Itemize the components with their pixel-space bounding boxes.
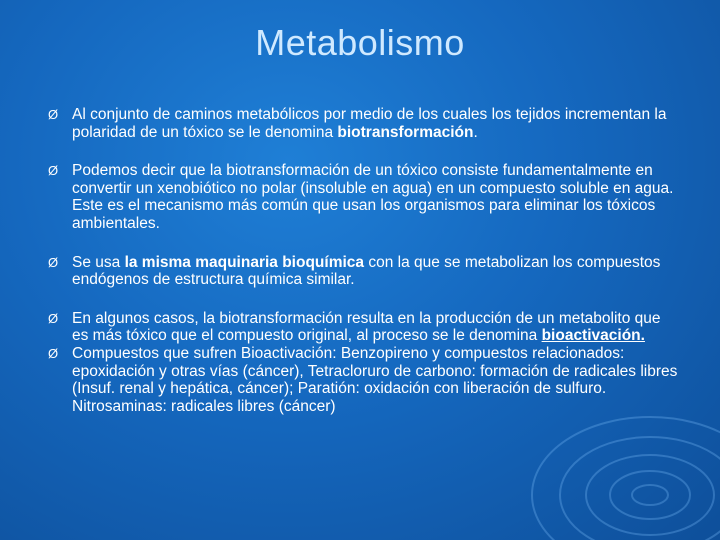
bullet-item: Ø Podemos decir que la biotransformación de un tóxico consiste fundamentalmente en convertir un xenobiótico no polar (insoluble en agua) en un compuesto soluble en agua. Este es el mecanismo más común que usan los organismos para eliminar los tóxicos ambientales. [48, 162, 674, 232]
slide-title: Metabolismo [255, 22, 465, 63]
bold-term: biotransformación [337, 123, 474, 141]
bullet-item: Ø Compuestos que sufren Bioactivación: Benzopireno y compuestos relacionados: epoxidación y otras vías (cáncer), Tetracloruro de carbono: formación de radicales libres (Insuf. renal y hepática, cáncer); Paratión: oxidación con liberación de sulfuro. Nitrosaminas: radicales libres (cáncer) [48, 344, 678, 415]
bullet-item: Ø Al conjunto de caminos metabólicos por medio de los cuales los tejidos incrementan la polaridad de un tóxico se le denomina biotransformación. [48, 106, 667, 141]
bold-term: la misma maquinaria bioquímica [124, 253, 365, 271]
arrow-bullet-icon: Ø [48, 163, 59, 179]
arrow-bullet-icon: Ø [48, 345, 59, 361]
bullet-item: Ø En algunos casos, la biotransformación resulta en la producción de un metabolito que es más tóxico que el compuesto original, al proceso se le denomina bioactivación. [48, 309, 661, 345]
bullet-item: Ø Se usa la misma maquinaria bioquímica con la que se metabolizan los compuestos endógenos de estructura química similar. [48, 253, 661, 289]
arrow-bullet-icon: Ø [48, 254, 59, 270]
arrow-bullet-icon: Ø [48, 107, 59, 122]
arrow-bullet-icon: Ø [48, 310, 59, 326]
bullet-list [48, 106, 678, 415]
underlined-term: bioactivación. [541, 327, 645, 345]
